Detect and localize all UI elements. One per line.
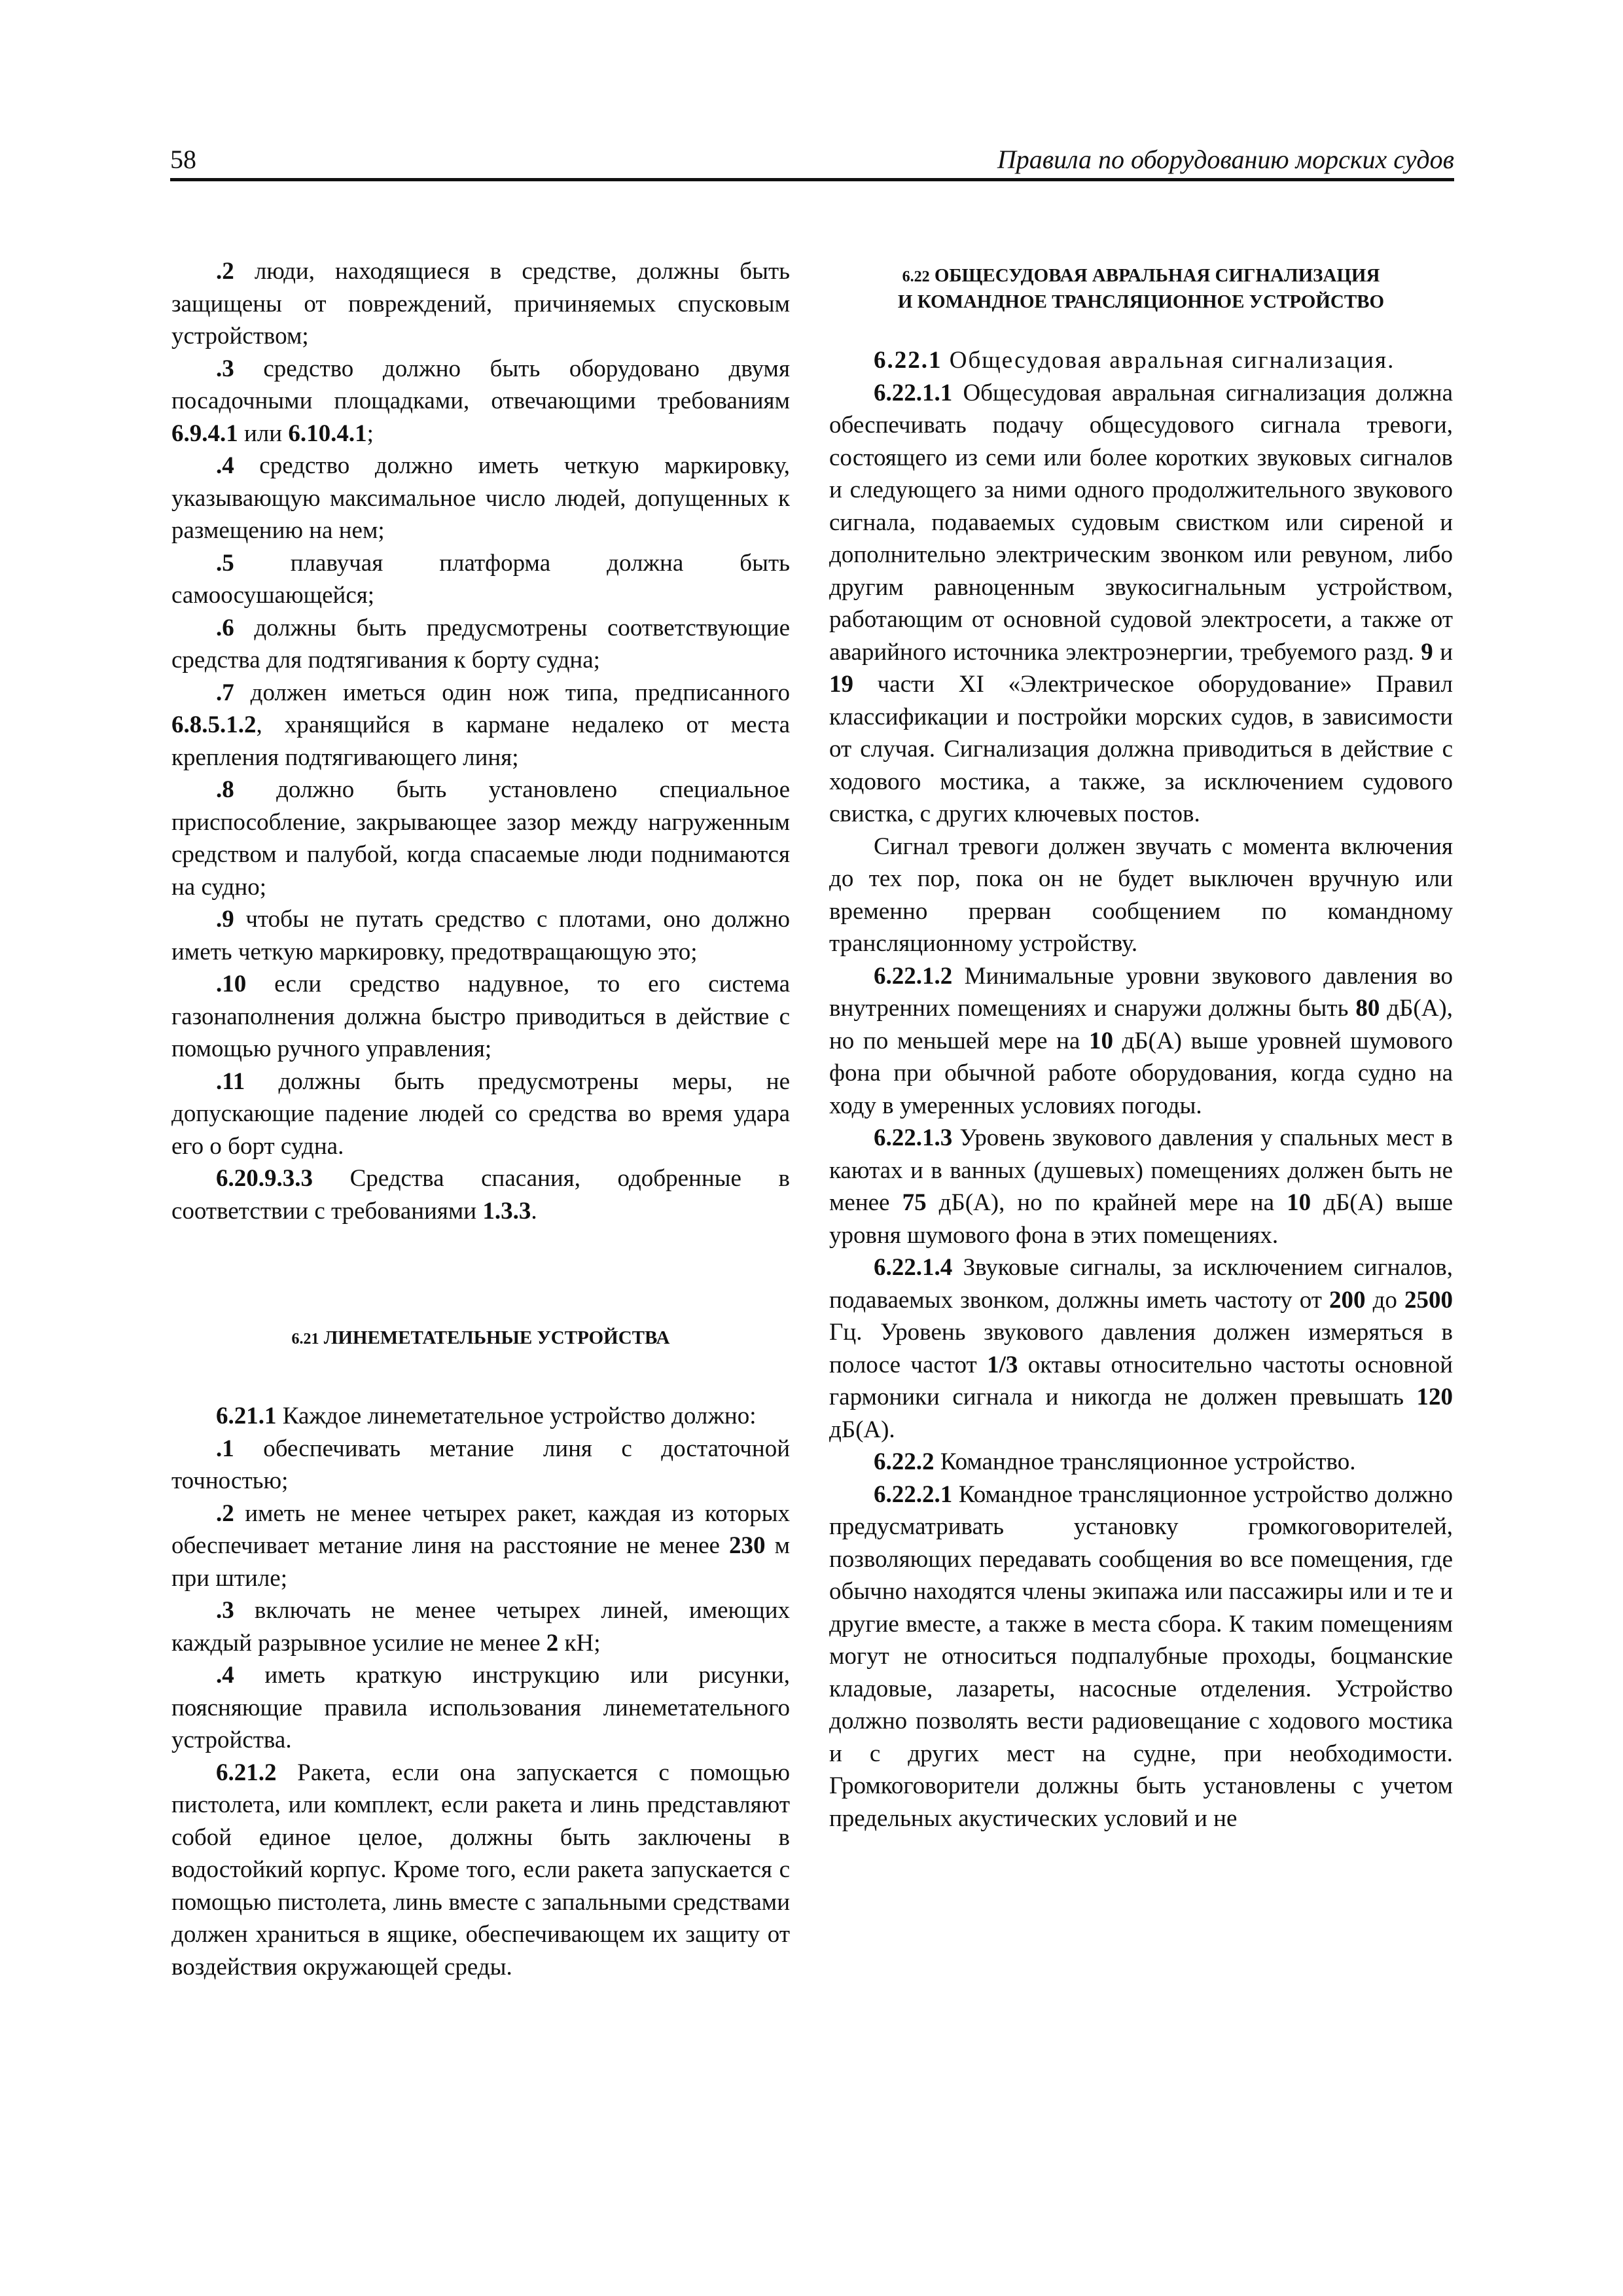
paragraph: .5 плавучая платформа должна быть самоосушающейся;	[171, 549, 790, 609]
paragraph: .8 должно быть установлено специальное приспособление, закрывающее зазор между нагруженным средством и палубой, когда спасаемые люди поднимаются на судно;	[171, 776, 790, 901]
paragraph: .4 иметь краткую инструкцию или рисунки, поясняющие правила использования линеметательного устройства.	[171, 1662, 790, 1753]
running-title: Правила по оборудованию морских судов	[997, 145, 1454, 174]
page-header	[170, 144, 1454, 181]
section-heading-6-21: 6.21 ЛИНЕМЕТАТЕЛЬНЫЕ УСТРОЙСТВА	[291, 1327, 670, 1348]
paragraph: .4 средство должно иметь четкую маркировку, указывающую максимальное число людей, допущенных к размещению на нем;	[171, 452, 790, 544]
paragraph: .3 средство должно быть оборудовано двумя посадочными площадками, отвечающими требованиям 6.9.4.1 или 6.10.4.1;	[171, 355, 790, 447]
paragraph: .6 должны быть предусмотрены соответствующие средства для подтягивания к борту судна;	[171, 614, 790, 673]
paragraph: 6.21.1 Каждое линеметательное устройство должно:	[216, 1403, 757, 1429]
paragraph: 6.21.2 Ракета, если она запускается с помощью пистолета, или комплект, если ракета и линь представляют собой единое целое, должны быть заключены в водостойкий корпус. Кроме того, если ракета запускается с помощью пистолета, линь вместе с запальными средствами должен храниться в ящике, обеспечивающем их защиту от воздействия окружающей среды.	[171, 1759, 790, 1981]
paragraph: 6.22.1.2 Минимальные уровни звукового давления во внутренних помещениях и снаружи должны быть 80 дБ(А), но по меньшей мере на 10 дБ(А) выше уровней шумового фона при обычной работе оборудования, когда судно на ходу в умеренных условиях погоды.	[829, 962, 1453, 1119]
paragraph: .1 обеспечивать метание линя с достаточной точностью;	[171, 1435, 790, 1494]
section-heading-6-22: 6.22 ОБЩЕСУДОВАЯ АВРАЛЬНАЯ СИГНАЛИЗАЦИЯ И КОМАНДНОЕ ТРАНСЛЯЦИОННОЕ УСТРОЙСТВО	[897, 265, 1385, 312]
paragraph: 6.22.1.1 Общесудовая авральная сигнализация должна обеспечивать подачу общесудового сигнала тревоги, состоящего из семи или более коротких звуковых сигналов и следующего за ними одного продолжительного звукового сигнала, подаваемых судовым свистком или сиреной и дополнительно электрическим звонком или ревуном, либо другим равноценным звукосигнальным устройством, работающим от основной судовой электросети, а также от аварийного источника электроэнергии, требуемого разд. 9 и 19 части XI «Электрическое оборудование» Правил классификации и постройки морских судов, в зависимости от случая. Сигнализация должна приводиться в действие с ходового мостика, а также, за исключением судового свистка, с других ключевых постов.	[829, 379, 1453, 827]
page-number: 58	[170, 145, 196, 174]
paragraph: 6.22.2 Командное трансляционное устройство.	[874, 1448, 1356, 1475]
paragraph: .9 чтобы не путать средство с плотами, оно должно иметь четкую маркировку, предотвращающую это;	[171, 906, 790, 965]
paragraph: 6.22.2.1 Командное трансляционное устройство должно предусматривать установку громкоговорителей, позволяющих передавать сообщения во все помещения, где обычно находятся члены экипажа или пассажиры или и те и другие вместе, а также в места сбора. К таким помещениям могут не относиться подпалубные проходы, боцманские кладовые, лазареты, насосные отделения. Устройство должно позволять вести радиовещание с ходового мостика и с других мест на судне, при необходимости. Громкоговорители должны быть установлены с учетом предельных акустических условий и не	[829, 1480, 1453, 1832]
paragraph: .10 если средство надувное, то его система газонаполнения должна быстро приводиться в действие с помощью ручного управления;	[171, 971, 790, 1062]
paragraph: 6.22.1.4 Звуковые сигналы, за исключением сигналов, подаваемых звонком, должны иметь частоту от 200 до 2500 Гц. Уровень звукового давления должен измеряться в полосе частот 1/3 октавы относительно частоты основной гармоники сигнала и никогда не должен превышать 120 дБ(А).	[829, 1254, 1453, 1443]
paragraph: .7 должен иметься один нож типа, предписанного 6.8.5.1.2, хранящийся в кармане недалеко от места крепления подтягивающего линя;	[171, 679, 790, 771]
paragraph: .2 иметь не менее четырех ракет, каждая из которых обеспечивает метание линя на расстояние не менее 230 м при штиле;	[171, 1499, 790, 1592]
paragraph: .2 люди, находящиеся в средстве, должны быть защищены от повреждений, причиняемых спусковым устройством;	[171, 258, 790, 350]
paragraph: 6.22.1 Общесудовая авральная сигнализация.	[874, 347, 1395, 374]
paragraph: .11 должны быть предусмотрены меры, не допускающие падение людей со средства во время удара его о борт судна.	[171, 1067, 790, 1160]
right-column	[829, 255, 1453, 1835]
left-column	[171, 255, 790, 1983]
paragraph: .3 включать не менее четырех линей, имеющих каждый разрывное усилие не менее 2 кН;	[171, 1597, 790, 1657]
header-rule	[170, 178, 1454, 181]
paragraph: 6.20.9.3.3 Средства спасания, одобренные в соответствии с требованиями 1.3.3.	[171, 1165, 790, 1225]
paragraph: 6.22.1.3 Уровень звукового давления у спальных мест в каютах и в ванных (душевых) помещениях должен быть не менее 75 дБ(А), но по крайней мере на 10 дБ(А) выше уровня шумового фона в этих помещениях.	[829, 1124, 1453, 1249]
paragraph: Сигнал тревоги должен звучать с момента включения до тех пор, пока он не будет выключен вручную или временно прерван сообщением по командному трансляционному устройству.	[829, 833, 1453, 957]
